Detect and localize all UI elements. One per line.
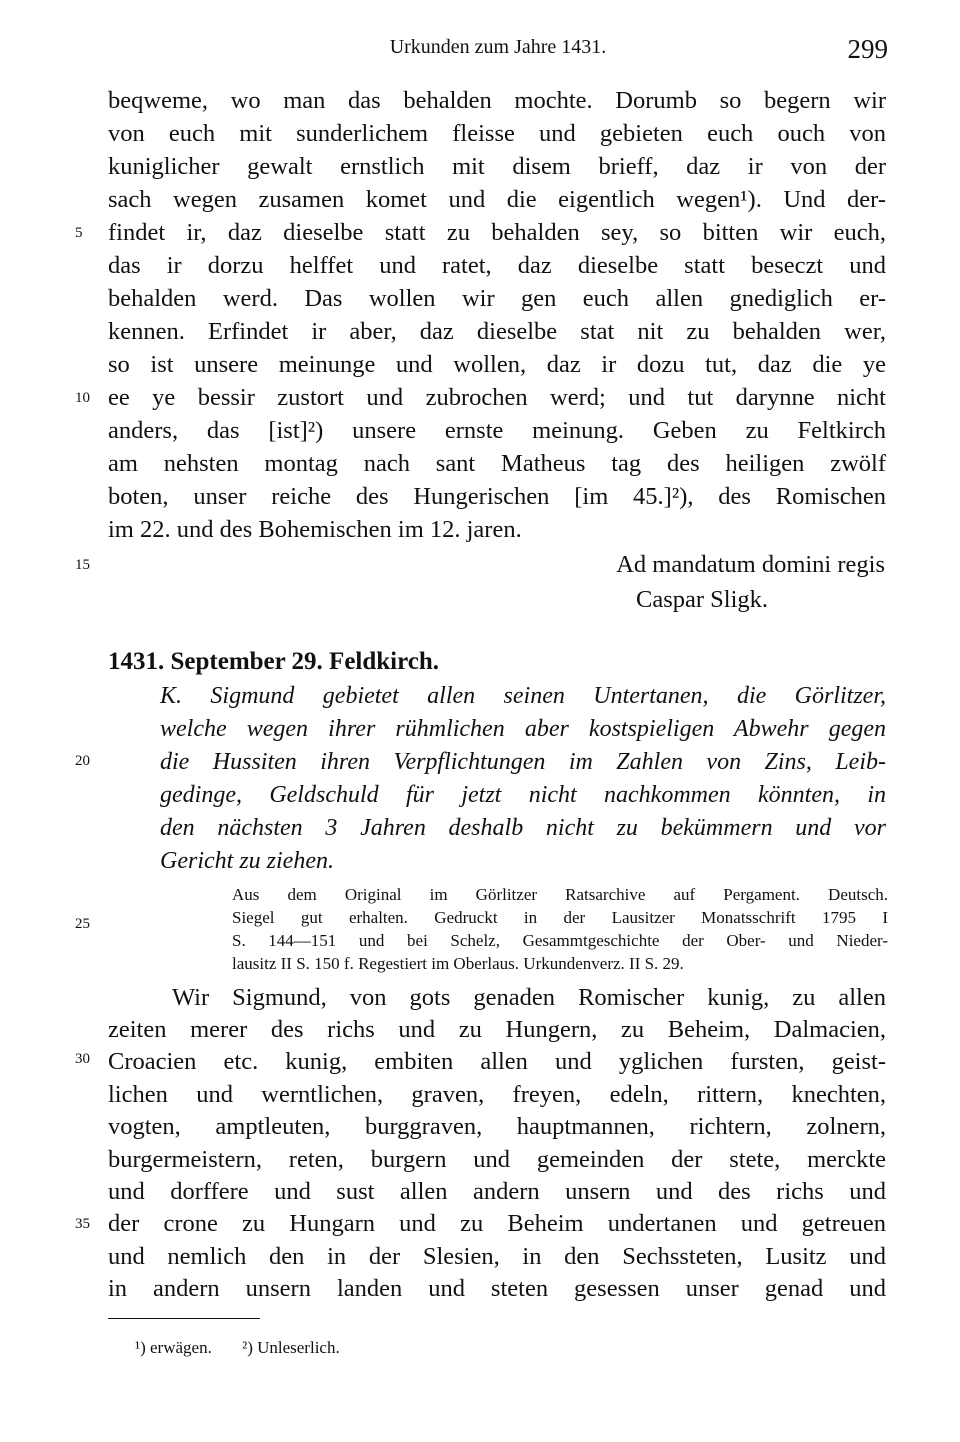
regest-line: den nächsten 3 Jahren deshalb nicht zu bekümmern und vor: [160, 815, 886, 841]
text-line: Wir Sigmund, von gots genaden Romischer kunig, zu allen: [172, 984, 886, 1011]
regest-line: Gericht zu ziehen.: [160, 848, 334, 874]
line-number: 5: [75, 225, 83, 241]
regest-line: gedinge, Geldschuld für jetzt nicht nachkommen könnten, in: [160, 782, 886, 808]
text-line: von euch mit sunderlichem fleisse und gebieten euch ouch von: [108, 120, 886, 147]
regest-line: welche wegen ihrer rühmlichen aber kostspieligen Abwehr gegen: [160, 716, 886, 742]
regest-line: K. Sigmund gebietet allen seinen Untertanen, die Görlitzer,: [160, 683, 886, 709]
signature-mandate: Ad mandatum domini regis: [616, 551, 885, 578]
text-line: findet ir, daz dieselbe statt zu behalden sey, so bitten wir euch,: [108, 219, 886, 246]
line-number: 20: [75, 753, 90, 769]
text-line: kuniglicher gewalt ernstlich mit disem brieff, daz ir von der: [108, 153, 886, 180]
text-line: vogten, amptleuten, burggraven, hauptmannen, richtern, zolnern,: [108, 1113, 886, 1140]
text-line: kennen. Erfindet ir aber, daz dieselbe stat nit zu behalden wer,: [108, 318, 886, 345]
line-number: 35: [75, 1216, 90, 1232]
footnote-1: ¹) erwägen.: [135, 1338, 212, 1357]
source-line: lausitz II S. 150 f. Regestiert im Oberlaus. Urkundenverz. II S. 29.: [232, 954, 684, 973]
footnote-2: ²) Unleserlich.: [242, 1338, 340, 1357]
text-line: in andern unsern landen und steten gesessen unser genad und: [108, 1275, 886, 1302]
footnotes: [135, 1336, 366, 1360]
source-line: Siegel gut erhalten. Gedruckt in der Lausitzer Monatsschrift 1795 I: [232, 908, 888, 927]
text-line: und dorffere und sust allen andern unsern und des richs und: [108, 1178, 886, 1205]
source-line: S. 144—151 und bei Schelz, Gesammtgeschichte der Ober- und Nieder-: [232, 931, 888, 950]
signature-name: Caspar Sligk.: [636, 586, 769, 613]
text-line: und nemlich den in der Slesien, in den Sechssteten, Lusitz und: [108, 1243, 886, 1270]
text-line: im 22. und des Bohemischen im 12. jaren.: [108, 516, 522, 543]
regest-line: die Hussiten ihren Verpflichtungen im Zahlen von Zins, Leib-: [160, 749, 886, 775]
text-line: das ir dorzu helffet und ratet, daz dieselbe statt beseczt und: [108, 252, 886, 279]
text-line: boten, unser reiche des Hungerischen [im 45.]²), des Romischen: [108, 483, 886, 510]
text-line: anders, das [ist]²) unsere ernste meinung. Geben zu Feltkirch: [108, 417, 886, 444]
source-line: Aus dem Original im Görlitzer Ratsarchive auf Pergament. Deutsch.: [232, 885, 888, 904]
text-line: lichen und werntlichen, graven, freyen, edeln, rittern, knechten,: [108, 1081, 886, 1108]
page-header: [108, 34, 888, 64]
text-line: der crone zu Hungarn und zu Beheim undertanen und getreuen: [108, 1210, 886, 1237]
text-line: ee ye bessir zustort und zubrochen werd; und tut darynne nicht: [108, 384, 886, 411]
document-dateline: 1431. September 29. Feldkirch.: [108, 648, 440, 675]
text-line: Croacien etc. kunig, embiten allen und yglichen fursten, geist-: [108, 1048, 886, 1075]
page-number: 299: [847, 34, 888, 64]
line-number: 15: [75, 557, 90, 573]
text-line: so ist unsere meinunge und wollen, daz ir dozu tut, daz die ye: [108, 351, 886, 378]
text-line: sach wegen zusamen komet und die eigentlich wegen¹). Und der-: [108, 186, 886, 213]
text-line: burgermeistern, reten, burgern und gemeinden der stete, merckte: [108, 1146, 886, 1173]
running-title: Urkunden zum Jahre 1431.: [389, 36, 607, 58]
text-line: behalden werd. Das wollen wir gen euch allen gnediglich er-: [108, 285, 886, 312]
line-number: 25: [75, 916, 90, 932]
text-line: am nehsten montag nach sant Matheus tag des heiligen zwölf: [108, 450, 886, 477]
text-line: beqweme, wo man das behalden mochte. Dorumb so begern wir: [108, 87, 886, 114]
line-number: 30: [75, 1051, 90, 1067]
footnote-rule: [108, 1318, 260, 1319]
line-number: 10: [75, 390, 90, 406]
text-line: zeiten merer des richs und zu Hungern, zu Beheim, Dalmacien,: [108, 1016, 886, 1043]
